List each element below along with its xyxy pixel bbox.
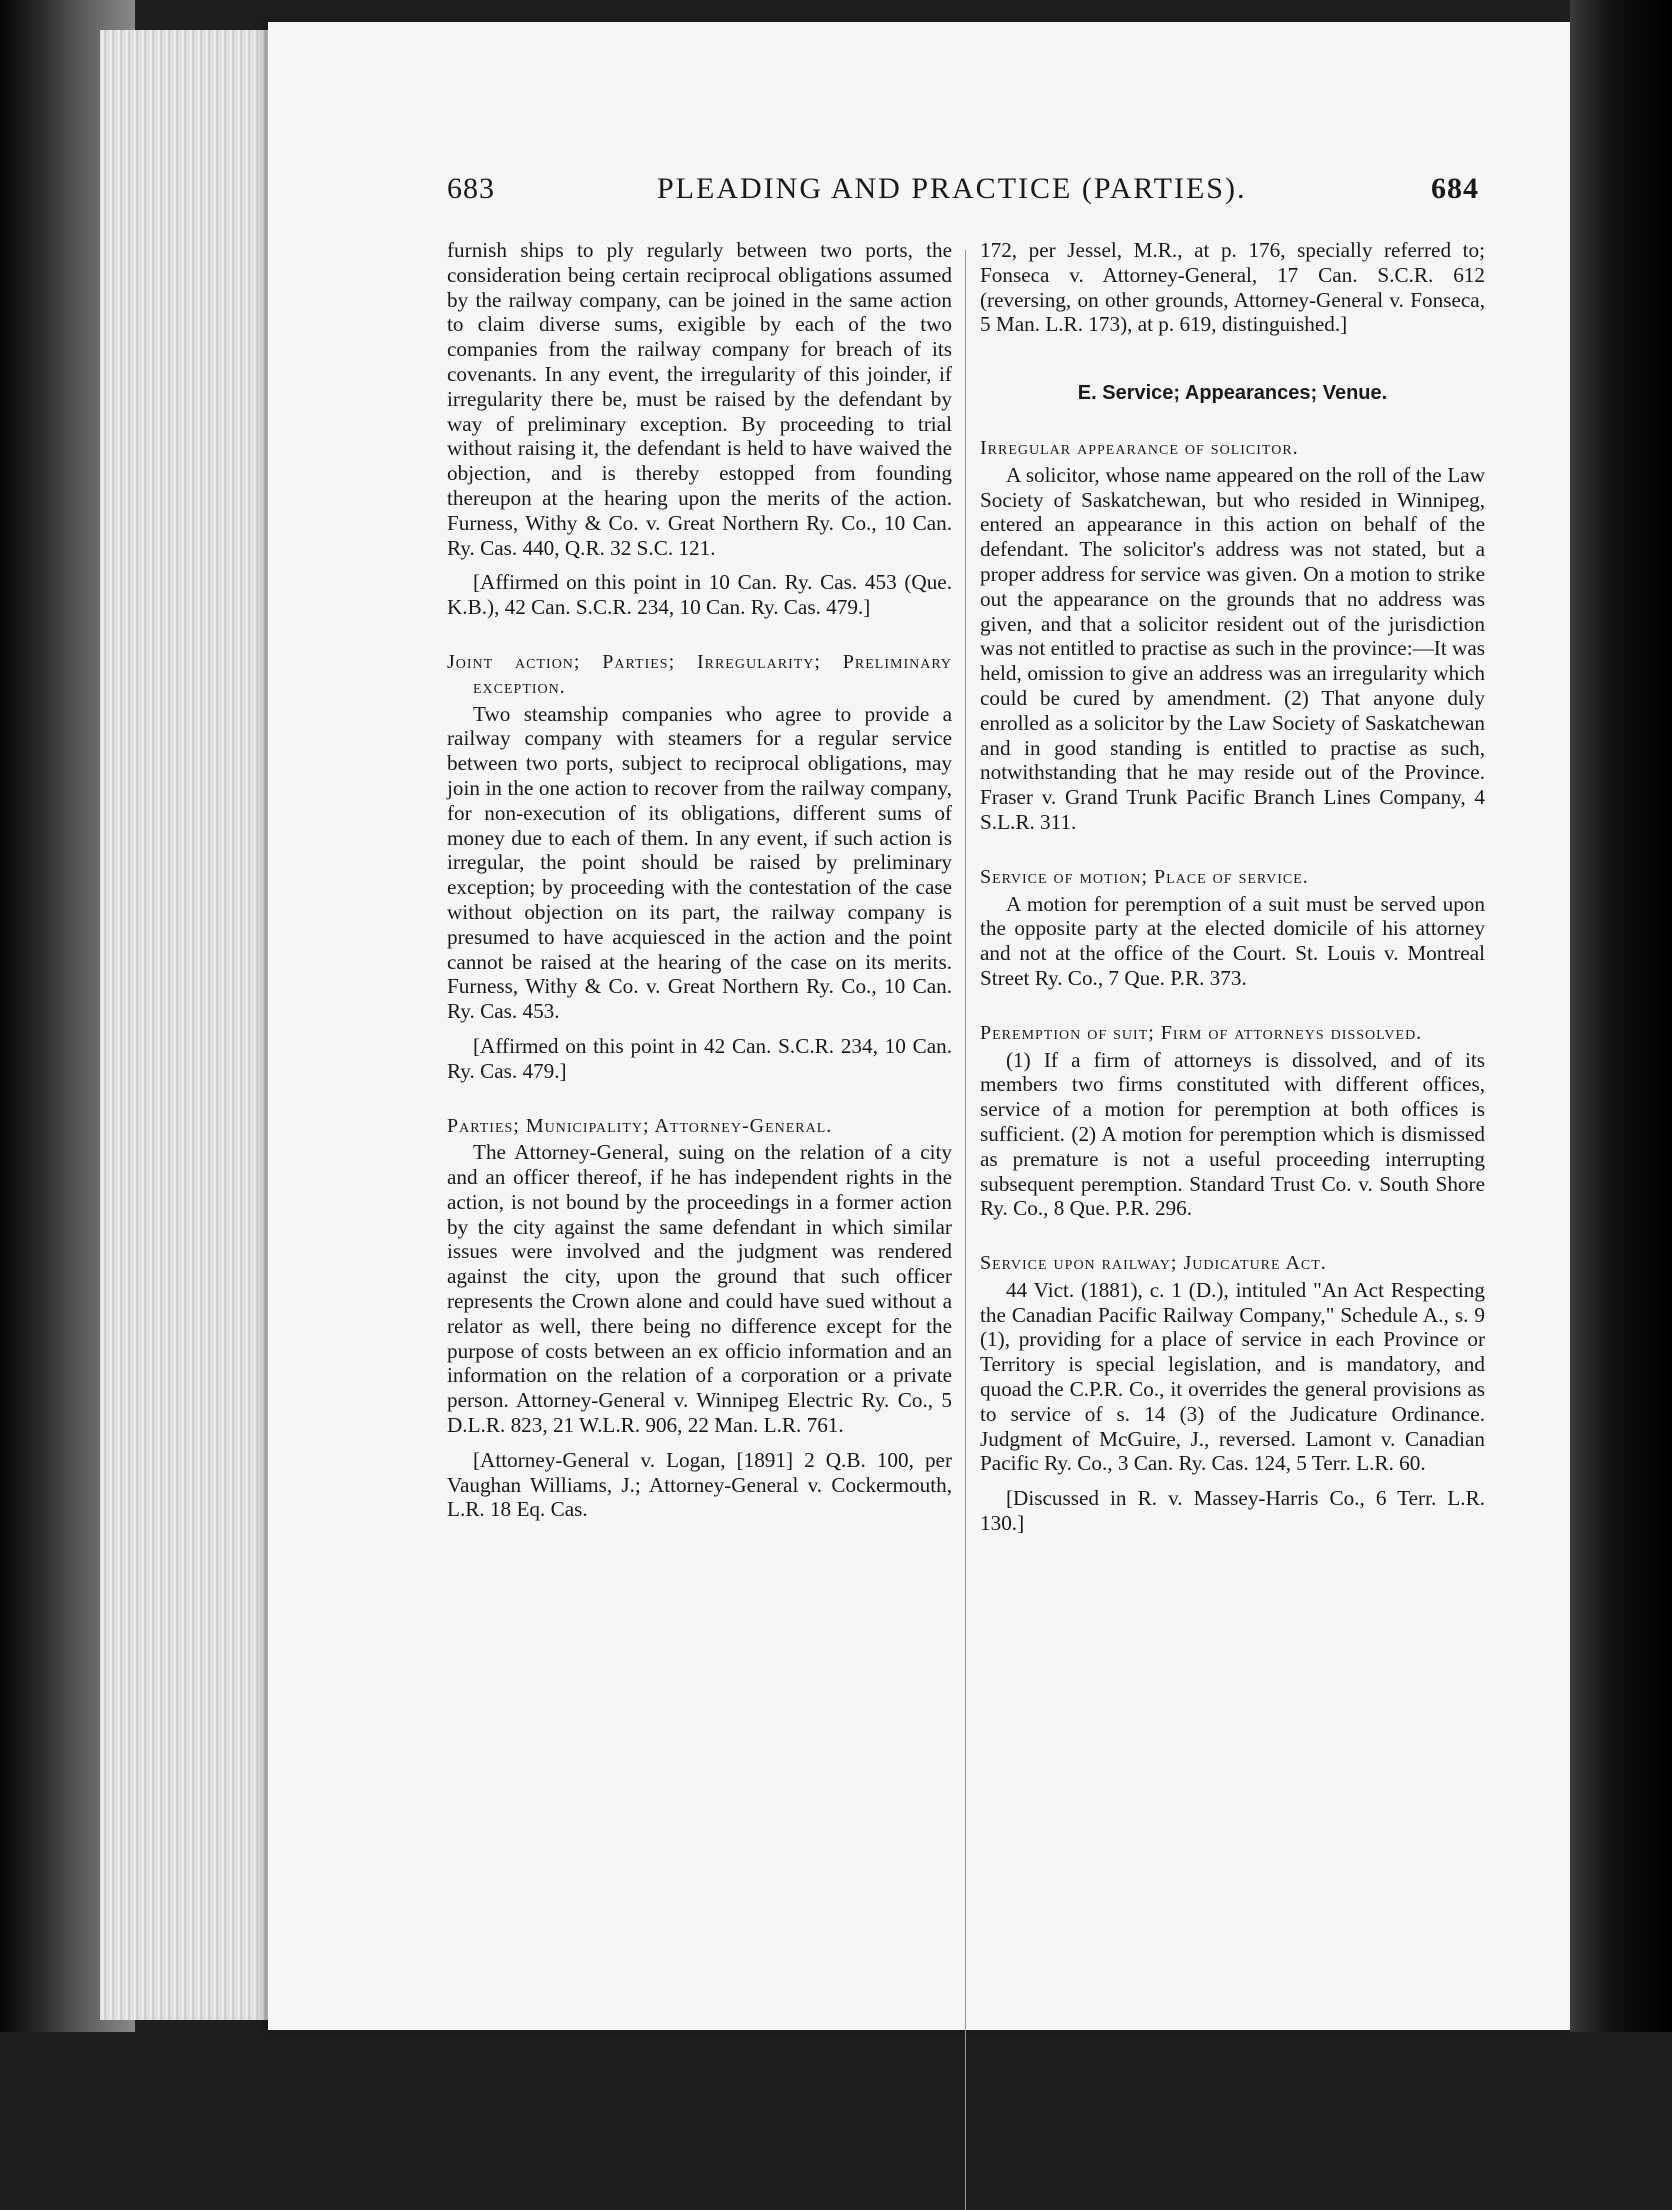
case-heading: Service of motion; Place of service. bbox=[980, 865, 1309, 888]
paragraph: furnish ships to ply regularly between two ports, the consideration being certain reciprocal obligations assumed by the railway company, can be joined in the same action to claim diverse sums, exigible by each of the two companies from the railway company for breach of its covenants. In any event, the irregularity of this joinder, if irregularity there be, must be raised by the defendant by way of preliminary exception. By proceeding to trial without raising it, the defendant is held to have waived the objection, and is thereby estopped from founding thereupon at the hearing upon the merits of the action. Furness, Withy & Co. v. Great Northern Ry. Co., 10 Can. Ry. Cas. 440, Q.R. 32 S.C. 121. bbox=[447, 238, 952, 560]
editorial-note: [Affirmed on this point in 10 Can. Ry. Cas. 453 (Que. K.B.), 42 Can. S.C.R. 234, 10 Can. Ry. Cas. 479.] bbox=[447, 570, 952, 620]
paragraph: A motion for peremption of a suit must be served upon the opposite party at the elected domicile of his attorney and not at the office of the Court. St. Louis v. Montreal Street Ry. Co., 7 Que. P.R. 373. bbox=[980, 891, 1485, 990]
page-stack bbox=[100, 30, 270, 2020]
running-title: PLEADING AND PRACTICE (PARTIES). bbox=[657, 172, 1247, 205]
case-heading: Parties; Municipality; Attorney-General. bbox=[447, 1114, 833, 1137]
case-heading: Joint action; Parties; Irregularity; Preliminary exception. bbox=[447, 650, 952, 698]
editorial-note: [Affirmed on this point in 42 Can. S.C.R. 234, 10 Can. Ry. Cas. 479.] bbox=[447, 1033, 952, 1083]
right-column bbox=[980, 238, 1485, 1536]
paragraph: (1) If a firm of attorneys is dissolved, and of its members two firms constituted with different offices, service of a motion for peremption at both offices is sufficient. (2) A motion for peremption which is dismissed as premature is not a useful proceeding interrupting subsequent peremption. Standard Trust Co. v. South Shore Ry. Co., 8 Que. P.R. 296. bbox=[980, 1047, 1485, 1221]
column-divider bbox=[965, 250, 966, 2210]
running-header bbox=[447, 172, 1479, 222]
editorial-note: [Discussed in R. v. Massey-Harris Co., 6 Terr. L.R. 130.] bbox=[980, 1486, 1485, 1536]
facing-page-edge bbox=[1570, 0, 1672, 2032]
left-column bbox=[447, 238, 952, 1522]
section-heading: E. Service; Appearances; Venue. bbox=[1077, 382, 1388, 405]
page-number-left: 683 bbox=[447, 172, 495, 205]
case-heading: Service upon railway; Judicature Act. bbox=[980, 1252, 1327, 1275]
paragraph: The Attorney-General, suing on the relation of a city and an officer thereof, if he has independent rights in the action, is not bound by the proceedings in a former action by the city against the same defendant in which similar issues were involved and the judgment was rendered against the city, upon the ground that such officer represents the Crown alone and could have sued without a relator as well, there being no difference except for the purpose of costs between an ex officio information and an information on the relation of a corporation or a private person. Attorney-General v. Winnipeg Electric Ry. Co., 5 D.L.R. 823, 21 W.L.R. 906, 22 Man. L.R. 761. bbox=[447, 1140, 952, 1438]
paragraph: 172, per Jessel, M.R., at p. 176, specially referred to; Fonseca v. Attorney-General, 17 Can. S.C.R. 612 (reversing, on other grounds, Attorney-General v. Fonseca, 5 Man. L.R. 173), at p. 619, distinguished.] bbox=[980, 238, 1485, 337]
paragraph: Two steamship companies who agree to provide a railway company with steamers for a regular service between two ports, subject to reciprocal obligations, may join in the one action to recover from the railway company, for non-execution of its obligations, different sums of money due to each of them. In any event, if such action is irregular, the point should be raised by preliminary exception; by proceeding with the contestation of the case without objection on its part, the railway company is presumed to have acquiesced in the action and the point cannot be raised at the hearing of the case on its merits. Furness, Withy & Co. v. Great Northern Ry. Co., 10 Can. Ry. Cas. 453. bbox=[447, 701, 952, 1024]
paragraph: A solicitor, whose name appeared on the roll of the Law Society of Saskatchewan, but who resided in Winnipeg, entered an appearance in this action on behalf of the defendant. The solicitor's address was not stated, but a proper address for service was given. On a motion to strike out the appearance on the grounds that no address was given, and that a solicitor resident out of the jurisdiction was not entitled to practise as such in the province:—It was held, omission to give an address was an irregularity which could be cured by amendment. (2) That anyone duly enrolled as a solicitor by the Law Society of Saskatchewan and in good standing is entitled to practise as such, notwithstanding that he may reside out of the Province. Fraser v. Grand Trunk Pacific Branch Lines Company, 4 S.L.R. 311. bbox=[980, 462, 1485, 834]
editorial-note: [Attorney-General v. Logan, [1891] 2 Q.B. 100, per Vaughan Williams, J.; Attorney-General v. Cockermouth, L.R. 18 Eq. Cas. bbox=[447, 1447, 952, 1522]
paragraph: 44 Vict. (1881), c. 1 (D.), intituled "An Act Respecting the Canadian Pacific Railway Company," Schedule A., s. 9 (1), providing for a place of service in each Province or Territory is special legislation, and is mandatory, and quoad the C.P.R. Co., it overrides the general provisions as to service of s. 14 (3) of the Judicature Ordinance. Judgment of McGuire, J., reversed. Lamont v. Canadian Pacific Ry. Co., 3 Can. Ry. Cas. 124, 5 Terr. L.R. 60. bbox=[980, 1277, 1485, 1476]
case-heading: Peremption of suit; Firm of attorneys dissolved. bbox=[980, 1021, 1423, 1044]
case-heading: Irregular appearance of solicitor. bbox=[980, 436, 1299, 459]
page-number-right: 684 bbox=[1431, 172, 1479, 205]
